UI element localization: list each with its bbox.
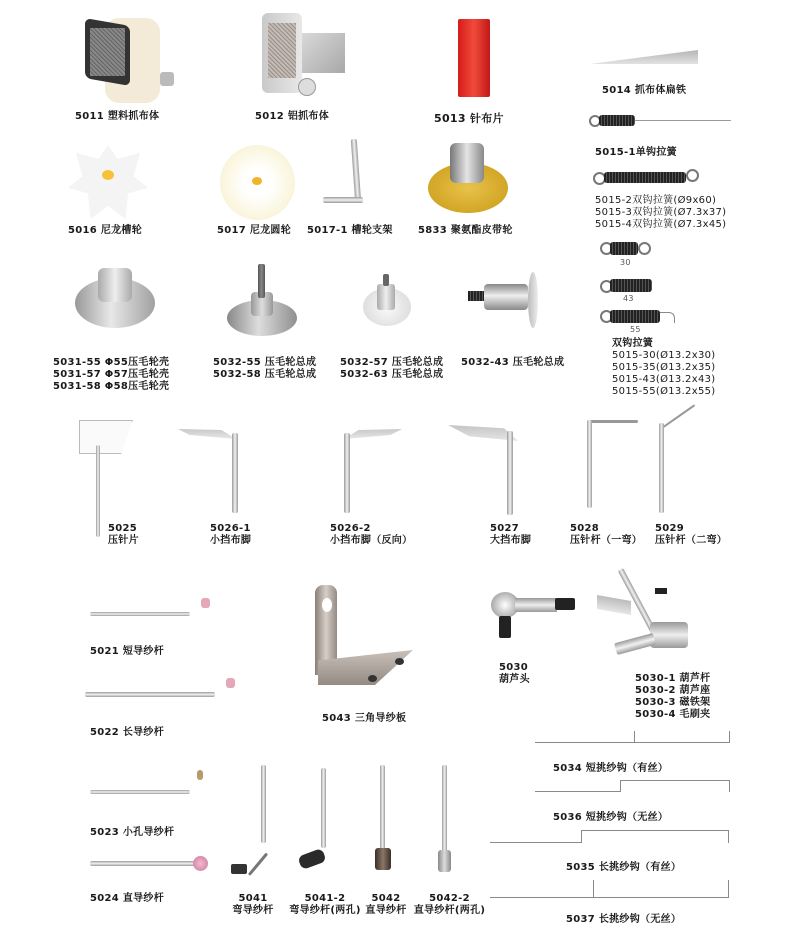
spring-43-image — [610, 279, 652, 292]
aluminum-clamp-image — [250, 8, 350, 108]
bracket-plate-image — [323, 197, 363, 203]
yarn-guide-rod-image — [90, 612, 190, 616]
cloth-foot-reverse-image — [344, 429, 402, 439]
product-label: 5017 尼龙圆轮 — [217, 225, 292, 236]
ceramic-eye-icon — [193, 856, 208, 871]
brush-icon — [555, 598, 575, 610]
ceramic-eye-icon — [201, 598, 210, 608]
product-5036[interactable] — [530, 780, 730, 830]
product-name: 压针杆（一弯） — [570, 535, 643, 546]
bracket-rod-image — [351, 139, 361, 203]
product-5041-2[interactable] — [285, 760, 365, 920]
product-code: 5030 — [499, 662, 529, 673]
product-label: 5013 针布片 — [434, 112, 504, 125]
product-label: 5017-1 槽轮支架 — [307, 225, 393, 236]
product-name: 直导纱杆 — [365, 905, 407, 916]
product-5021[interactable] — [85, 590, 225, 660]
two-hole-block-icon — [297, 848, 326, 870]
needle-bar-top-image — [590, 420, 638, 423]
product-label-line: 双钩拉簧 — [612, 338, 654, 349]
product-code: 5027 — [490, 523, 520, 534]
product-label: 5021 短导纱杆 — [90, 646, 165, 657]
product-5017[interactable] — [205, 140, 305, 240]
roller-hub-image — [98, 268, 132, 302]
product-code: 5042 — [371, 893, 401, 904]
needle-plate-image — [79, 420, 133, 454]
dimension-label: 30 — [620, 258, 631, 267]
product-name: 葫芦头 — [499, 674, 530, 685]
product-label-line: 5015-30(Ø13.2x30) — [612, 350, 716, 361]
gourd-body-image — [515, 598, 557, 612]
product-label-line: 5015-55(Ø13.2x55) — [612, 386, 716, 397]
magnet-bracket-image — [597, 595, 631, 615]
product-5016[interactable] — [60, 140, 180, 240]
yarn-guide-rod-image — [85, 692, 215, 697]
guide-block-icon — [231, 864, 247, 874]
product-label-line: 5032-55 压毛轮总成 — [213, 357, 317, 368]
plate-rod-image — [96, 445, 100, 537]
product-5032-43[interactable] — [460, 260, 590, 370]
product-label: 5833 聚氨酯皮带轮 — [418, 225, 513, 236]
product-5025[interactable] — [75, 415, 145, 545]
spring-hook-tail — [660, 312, 675, 323]
product-label: 5034 短挑纱钩（有丝） — [553, 763, 669, 774]
foot-rod-image — [344, 433, 350, 513]
product-5015-1[interactable] — [585, 110, 785, 160]
product-5041[interactable] — [225, 760, 285, 920]
product-name: 压针杆（二弯） — [655, 535, 728, 546]
roller-hub-image — [484, 284, 528, 310]
yarn-hook-image — [634, 731, 730, 743]
product-5031[interactable] — [50, 260, 200, 395]
product-name: 压针片 — [108, 535, 139, 546]
product-label: 5023 小孔导纱杆 — [90, 827, 175, 838]
roller-disc-image — [528, 272, 538, 328]
product-label-line: 5015-35(Ø13.2x35) — [612, 362, 716, 373]
product-label-line: 5030-1 葫芦杆 — [635, 673, 711, 684]
guide-head-icon — [375, 848, 391, 870]
spring-hook-icon — [686, 169, 699, 182]
screw-icon — [368, 675, 377, 682]
product-5023[interactable] — [85, 760, 225, 840]
product-label-line: 5032-63 压毛轮总成 — [340, 369, 444, 380]
product-code: 5028 — [570, 523, 600, 534]
foot-rod-image — [507, 431, 513, 515]
product-5013[interactable] — [420, 5, 520, 125]
yarn-hook-image — [581, 830, 729, 843]
brush-clamp-icon — [655, 588, 667, 594]
product-label: 5024 直导纱杆 — [90, 893, 165, 904]
foot-rod-image — [232, 433, 238, 513]
product-label-line: 5032-57 压毛轮总成 — [340, 357, 444, 368]
product-label-line: 5015-43(Ø13.2x43) — [612, 374, 716, 385]
product-label-line: 5030-3 磁铁架 — [635, 697, 711, 708]
product-5037[interactable] — [488, 880, 733, 929]
hub-icon — [102, 170, 114, 180]
product-code: 5041 — [238, 893, 268, 904]
product-5029[interactable] — [650, 405, 760, 545]
product-name: 弯导纱杆(两孔) — [289, 905, 361, 916]
product-label-line: 5031-57 Φ57压毛轮壳 — [53, 369, 170, 380]
product-5027[interactable] — [440, 415, 550, 545]
product-label-line: 5030-2 葫芦座 — [635, 685, 711, 696]
small-hole-rod-image — [90, 790, 190, 794]
product-5034[interactable] — [530, 728, 730, 778]
product-5026-1[interactable] — [170, 415, 290, 545]
product-label-line: 5030-4 毛刷夹 — [635, 709, 711, 720]
needle-bar-bend-image — [661, 404, 695, 429]
dimension-label: 43 — [623, 294, 634, 303]
gourd-stub-image — [614, 633, 656, 655]
needle-bar-image — [659, 423, 664, 513]
flat-iron-image — [590, 50, 698, 64]
product-5015-30-55[interactable] — [590, 235, 790, 400]
product-name: 小挡布脚（反向） — [330, 535, 413, 546]
brush-icon — [499, 616, 511, 638]
product-label: 5022 长导纱杆 — [90, 727, 165, 738]
product-label: 5011 塑料抓布体 — [75, 111, 160, 122]
product-5011[interactable] — [60, 5, 190, 125]
straight-rod-image — [90, 861, 195, 866]
roller-hub-image — [377, 284, 395, 310]
product-label: 5015-1单钩拉簧 — [595, 147, 677, 158]
spring-image — [599, 115, 635, 126]
yarn-hook-image — [535, 742, 635, 743]
product-code: 5041-2 — [304, 893, 346, 904]
product-5017-1[interactable] — [305, 135, 405, 240]
product-5833[interactable] — [410, 135, 540, 240]
roller-shaft-image — [383, 274, 389, 286]
ceramic-eye-icon — [226, 678, 235, 688]
straight-rod-image — [442, 765, 447, 853]
product-label: 5037 长挑纱钩（无丝） — [566, 914, 682, 925]
cloth-foot-image — [178, 429, 236, 439]
product-5030-1-4[interactable] — [595, 560, 735, 720]
product-5035[interactable] — [488, 830, 733, 880]
product-5014[interactable] — [580, 40, 780, 100]
bent-rod-image — [261, 765, 266, 843]
small-eye-icon — [197, 770, 203, 780]
product-5026-2[interactable] — [320, 415, 440, 545]
product-label-line: 5015-2双钩拉簧(Ø9x60) — [595, 195, 717, 206]
product-label: 5016 尼龙槽轮 — [68, 225, 143, 236]
product-name: 小挡布脚 — [210, 535, 252, 546]
spring-55-image — [610, 310, 660, 323]
product-code: 5025 — [108, 523, 138, 534]
product-code: 5029 — [655, 523, 685, 534]
dimension-label: 55 — [630, 325, 641, 334]
product-name: 直导纱杆(两孔) — [413, 905, 486, 916]
gourd-seat-image — [650, 622, 688, 648]
pulley-hub-image — [450, 143, 484, 183]
product-label-line: 5031-58 Φ58压毛轮壳 — [53, 381, 170, 392]
product-label-line: 5015-3双钩拉簧(Ø7.3x37) — [595, 207, 727, 218]
needle-cloth-image — [458, 19, 490, 97]
spring-30-image — [610, 242, 638, 255]
yarn-hook-image — [490, 897, 594, 898]
yarn-hook-image — [490, 842, 582, 843]
product-label: 5014 抓布体扁铁 — [602, 85, 687, 96]
product-label-line: 5031-55 Φ55压毛轮壳 — [53, 357, 170, 368]
product-5042-2[interactable] — [412, 760, 487, 920]
product-5024[interactable] — [85, 845, 225, 915]
product-5030[interactable] — [485, 580, 595, 690]
yarn-hook-image — [535, 791, 621, 792]
product-5028[interactable] — [560, 410, 650, 545]
product-5032-57[interactable] — [335, 260, 465, 380]
product-name: 弯导纱杆 — [232, 905, 274, 916]
spring-hook-icon — [638, 242, 651, 255]
spring-image — [604, 172, 686, 183]
product-label: 5012 铝抓布体 — [255, 111, 330, 122]
product-label: 5032-43 压毛轮总成 — [461, 357, 565, 368]
needle-bar-image — [587, 420, 592, 508]
screw-icon — [395, 658, 404, 665]
hub-icon — [252, 177, 262, 185]
product-5032-55[interactable] — [205, 260, 335, 380]
bent-rod-foot-image — [248, 853, 268, 876]
hole-icon — [322, 598, 332, 612]
product-code: 5026-2 — [330, 523, 371, 534]
bent-rod-image — [321, 768, 326, 848]
product-code: 5026-1 — [210, 523, 251, 534]
spring-tail — [635, 120, 731, 121]
roller-shaft-image — [258, 264, 265, 298]
product-name: 大挡布脚 — [490, 535, 532, 546]
product-label: 5036 短挑纱钩（无丝） — [553, 812, 669, 823]
product-label: 5035 长挑纱钩（有丝） — [566, 862, 682, 873]
product-5012[interactable] — [230, 5, 360, 125]
product-5043[interactable] — [310, 580, 430, 730]
nylon-grooved-wheel-image — [68, 145, 148, 223]
product-label: 5043 三角导纱板 — [322, 713, 407, 724]
yarn-hook-image — [593, 880, 729, 898]
product-label-line: 5015-4双钩拉簧(Ø7.3x45) — [595, 219, 727, 230]
product-label-line: 5032-58 压毛轮总成 — [213, 369, 317, 380]
product-5022[interactable] — [85, 670, 255, 745]
plastic-clamp-image — [75, 10, 170, 105]
yarn-hook-image — [620, 780, 730, 792]
product-5042[interactable] — [360, 760, 415, 920]
two-hole-head-icon — [438, 850, 451, 872]
bolt-image — [468, 291, 484, 301]
straight-rod-image — [380, 765, 385, 853]
product-code: 5042-2 — [429, 893, 470, 904]
product-5015-2-4[interactable] — [585, 165, 785, 235]
